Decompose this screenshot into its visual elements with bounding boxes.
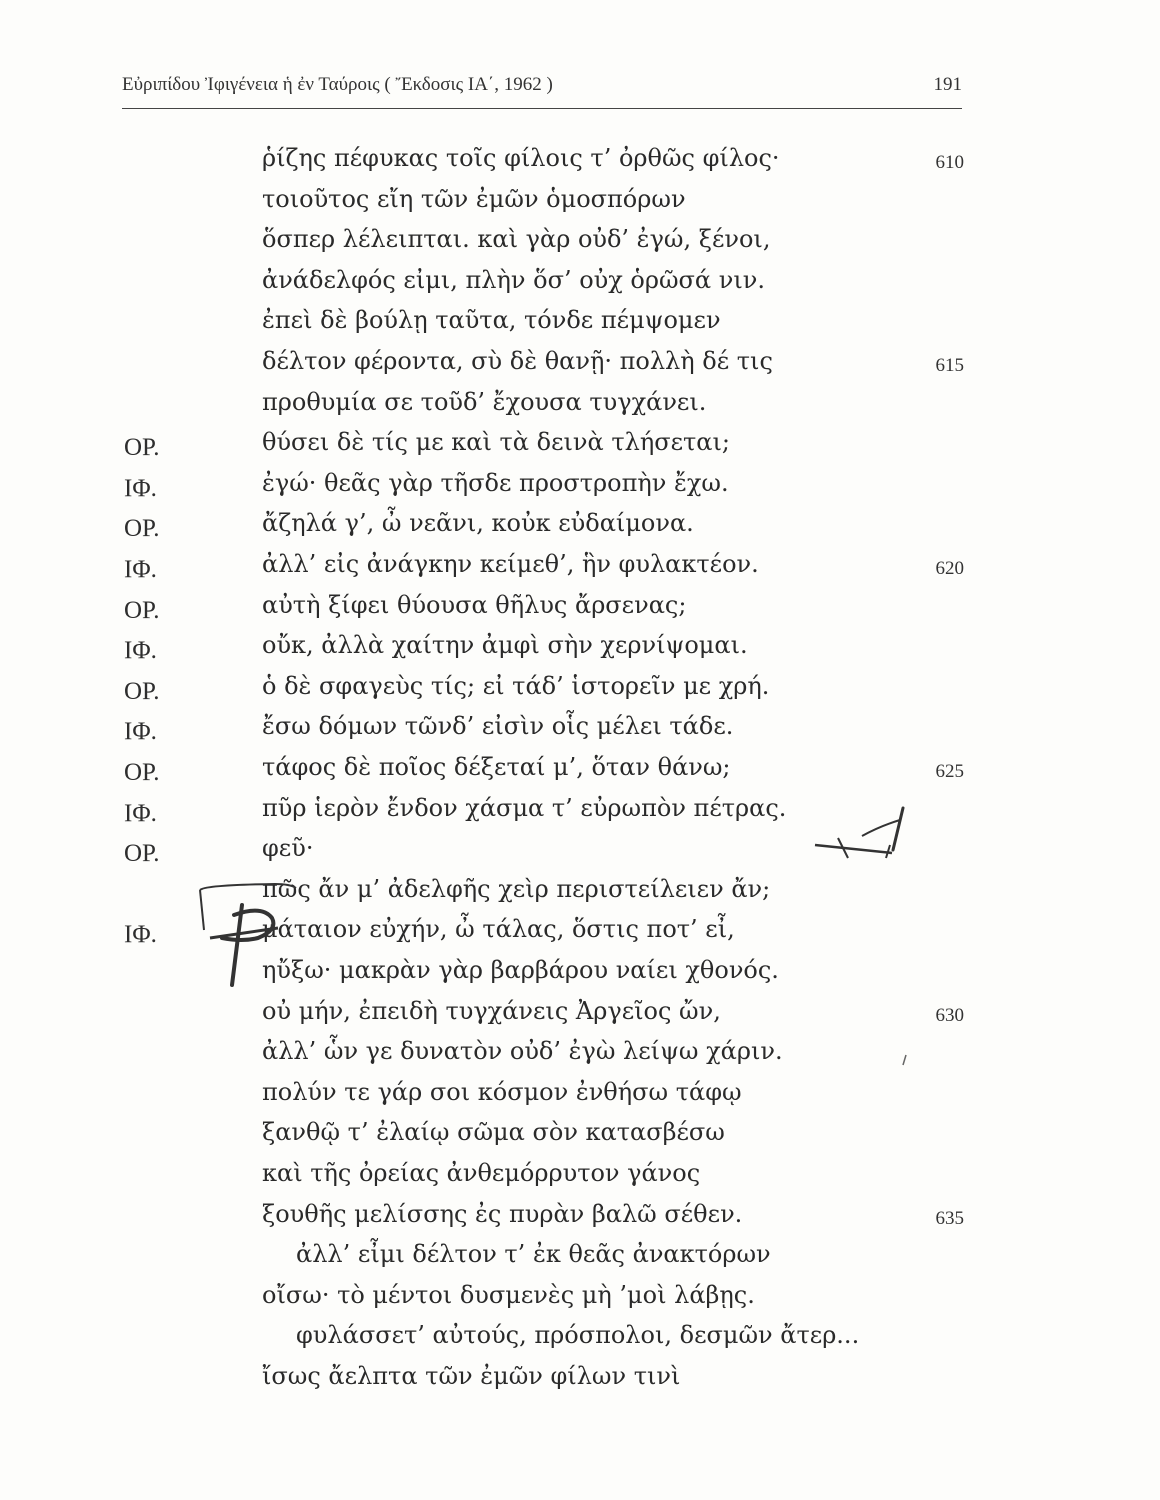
verse-text-line: πῶς ἄν μ’ ἀδελφῆς χεὶρ περιστείλειεν ἄν;: [262, 874, 771, 903]
verse-line: [0, 631, 1160, 671]
verse-text-line: οὐ μήν, ἐπειδὴ τυγχάνεις Ἀργεῖος ὤν,: [262, 996, 721, 1025]
verse-line: [0, 306, 1160, 346]
verse-text-line: ἄζηλά γ’, ὦ νεᾶνι, κοὐκ εὐδαίμονα.: [262, 509, 694, 538]
line-number: 635: [935, 1207, 964, 1229]
verse-line: [0, 672, 1160, 712]
verse-line: [0, 1078, 1160, 1118]
verse-text-line: ῥίζης πέφυκας τοῖς φίλοις τ’ ὀρθῶς φίλος·: [262, 144, 780, 172]
verse-line: [0, 712, 1160, 752]
verse-line: [0, 225, 1160, 265]
speaker-label: ΙΦ.: [124, 637, 157, 665]
verse-text-line: ἀνάδελφός εἰμι, πλὴν ὅσ’ οὐχ ὁρῶσά νιν.: [262, 265, 765, 294]
verse-text-line: τοιοῦτος εἴη τῶν ἐμῶν ὁμοσπόρων: [262, 184, 686, 213]
verse-text-line: ἴσως ἄελπτα τῶν ἐμῶν φίλων τινὶ: [262, 1362, 681, 1390]
verse-line: [0, 550, 1160, 590]
verse-text-line: αὐτὴ ξίφει θύουσα θῆλυς ἄρσενας;: [262, 590, 687, 619]
verse-line: [0, 266, 1160, 306]
line-number: 625: [935, 761, 964, 782]
verse-line: [0, 794, 1160, 834]
verse-line: [0, 1200, 1160, 1240]
verse-line: [0, 1118, 1160, 1158]
speaker-label: ΟΡ.: [124, 596, 160, 624]
verse-line: [0, 388, 1160, 428]
speaker-label: ΟΡ.: [124, 434, 160, 462]
verse-text-line: πολύν τε γάρ σοι κόσμον ἐνθήσω τάφῳ: [262, 1077, 742, 1106]
verse-text-line: ἀλλ’ εἶμι δέλτον τ’ ἐκ θεᾶς ἀνακτόρων: [296, 1240, 771, 1269]
verse-line: [0, 428, 1160, 468]
verse-text-line: καὶ τῆς ὀρείας ἀνθεμόρρυτον γάνος: [262, 1159, 701, 1187]
verse-text-line: θύσει δὲ τίς με καὶ τὰ δεινὰ τλήσεται;: [262, 428, 731, 457]
verse-line: [0, 753, 1160, 793]
verse-line: [0, 1281, 1160, 1321]
verse-text-line: ἀλλ’ ὧν γε δυνατὸν οὐδ’ ἐγὼ λείψω χάριν.: [262, 1037, 783, 1066]
verse-text-line: πῦρ ἱερὸν ἔνδον χάσμα τ’ εὐρωπὸν πέτρας.: [262, 793, 787, 822]
verse-line: [0, 997, 1160, 1037]
speaker-label: ΟΡ.: [124, 515, 160, 543]
verse-text-line: ὁ δὲ σφαγεὺς τίς; εἰ τάδ’ ἱστορεῖν με χρή.: [262, 671, 770, 700]
verse-text-line: ἐπεὶ δὲ βούλῃ ταῦτα, τόνδε πέμψομεν: [262, 306, 721, 335]
verse-line: [0, 509, 1160, 549]
speaker-label: ΟΡ.: [124, 677, 160, 705]
verse-text-line: τάφος δὲ ποῖος δέξεταί μ’, ὅταν θάνω;: [262, 753, 731, 781]
speaker-label: ΙΦ.: [124, 556, 157, 583]
verse-line: [0, 185, 1160, 225]
running-title: Εὐριπίδου Ἰφιγένεια ἡ ἐν Ταύροις ( Ἔκδοσις ΙΑ΄, 1962 ): [122, 74, 553, 95]
line-number: 610: [935, 152, 964, 173]
verse-line: [0, 834, 1160, 874]
verse-line: [0, 875, 1160, 915]
line-number: 615: [935, 355, 964, 376]
verse-line: [0, 347, 1160, 387]
speaker-label: ΙΦ.: [124, 921, 157, 949]
speaker-label: ΟΡ.: [124, 759, 160, 786]
verse-text-line: φεῦ·: [262, 834, 314, 863]
verse-line: [0, 591, 1160, 631]
verse-text-line: ἀλλ’ εἰς ἀνάγκην κείμεθ’, ἣν φυλακτέον.: [262, 550, 759, 578]
verse-line: [0, 1362, 1160, 1402]
verse-text-line: δέλτον φέροντα, σὺ δὲ θανῇ· πολλὴ δέ τις: [262, 347, 773, 375]
verse-line: [0, 1159, 1160, 1199]
verse-text-line: ηὔξω· μακρὰν γὰρ βαρβάρου ναίει χθονός.: [262, 956, 779, 984]
verse-text-line: προθυμία σε τοῦδ’ ἔχουσα τυγχάνει.: [262, 387, 707, 416]
page-number: 191: [933, 74, 962, 95]
line-number: 630: [935, 1004, 964, 1026]
verse-line: [0, 1321, 1160, 1361]
verse-text-line: μάταιον εὐχήν, ὦ τάλας, ὅστις ποτ’ εἶ,: [262, 915, 735, 944]
speaker-label: ΙΦ.: [124, 474, 157, 502]
verse-text-line: ξουθῆς μελίσσης ἐς πυρὰν βαλῶ σέθεν.: [262, 1199, 743, 1228]
line-number: 620: [935, 558, 964, 579]
verse-text-line: ἐγώ· θεᾶς γὰρ τῆσδε προστροπὴν ἔχω.: [262, 468, 729, 497]
verse-line: [0, 915, 1160, 955]
verse-text-line: ἔσω δόμων τῶνδ’ εἰσὶν οἷς μέλει τάδε.: [262, 712, 734, 741]
speaker-label: ΙΦ.: [124, 718, 157, 746]
verse-text-line: οὔκ, ἀλλὰ χαίτην ἀμφὶ σὴν χερνίψομαι.: [262, 631, 748, 660]
verse-text-line: φυλάσσετ’ αὐτούς, πρόσπολοι, δεσμῶν ἄτερ...: [296, 1321, 860, 1350]
verse-line: [0, 1037, 1160, 1077]
verse-text-line: οἴσω· τὸ μέντοι δυσμενὲς μὴ ’μοὶ λάβῃς.: [262, 1280, 755, 1309]
speaker-label: ΟΡ.: [124, 840, 160, 868]
speaker-label: ΙΦ.: [124, 799, 157, 827]
verse-line: [0, 956, 1160, 996]
verse-line: [0, 469, 1160, 509]
verse-line: [0, 144, 1160, 184]
verse-line: [0, 1240, 1160, 1280]
verse-text-line: ξανθῷ τ’ ἐλαίῳ σῶμα σὸν κατασβέσω: [262, 1118, 725, 1147]
verse-text-line: ὅσπερ λέλειπται. καὶ γὰρ οὐδ’ ἐγώ, ξένοι,: [262, 225, 771, 254]
